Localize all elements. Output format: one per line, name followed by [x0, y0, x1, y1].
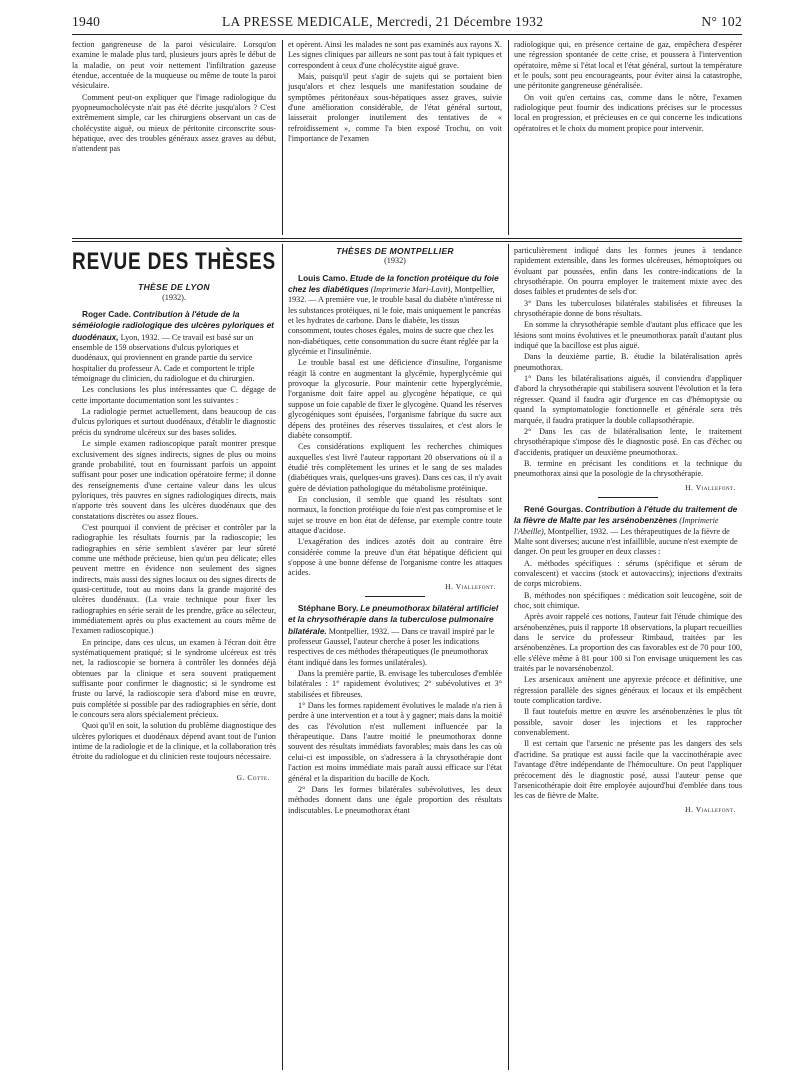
author: René Gourgas.: [524, 503, 584, 514]
thesis-title: Etude de la fonction protéique du foie chez les diabétiques: [288, 272, 499, 295]
signature: H. Viallefont.: [445, 581, 496, 591]
paragraph: 2° Dans les cas de bilatéralisation lente, le traitement chrysothérapique s'impose dès le diagnostic posé. En cas d'échec ou d'accidents, pratiquer un deuxième pneumothorax.: [514, 426, 742, 457]
subsection-heading: THÈSE DE LYON: [138, 282, 210, 293]
article-intro: Louis Camo. Etude de la fonction protéique du foie chez les diabétiques (Imprimerie Mari-Lavit), Montpellier, 1932. — A première vue, le trouble basal du diabète n'intéresse ni les substances protéiques, ni le foie, mais uniquement le pancréas et les hydrates de carbone. Dans le diabète, les tissus consomment, toutes choses égales, moins de sucre que chez les non-diabétiques, cette consommation du sucre étant réglée par la glycémie et l'insulinémie.: [288, 272, 502, 357]
article-intro: René Gourgas. Contribution à l'étude du traitement de la fièvre de Malte par les arsénobenzènes (Imprimerie l'Abeille), Montpellier, 1932. — Les thérapeutiques de la fièvre de Malte sont diverses; aucune n'est infaillible, aucune n'est exempte de danger. On peut les grouper en deux classes :: [514, 503, 738, 557]
author: Stéphane Bory.: [298, 603, 359, 613]
paragraph: particulièrement indiqué dans les formes jeunes à tendance rapidement extensible, dans les formes ulcéreuses, hémoptoïques ou évoluant par poussées, enfin dans les contre-indications de la chrysothérapie. On pourra employer le traitement mixte avec des doses faibles et prudentes de sels d'or.: [514, 246, 742, 297]
paragraph: fection gangreneuse de la paroi vésiculaire. Lorsqu'on examine le malade plus tard, plusieurs jours après le début de la maladie, on peut voir nettement l'infiltration gazeuse étendue, accentuée de la muqueuse ou même de toute la paroi vésiculaire.: [72, 40, 276, 91]
paragraph: 3° Dans les tuberculoses bilatérales stabilisées et fibreuses la chrysothérapie donne de bons résultats.: [514, 298, 742, 319]
article-intro: Stéphane Bory. Le pneumothorax bilatéral artificiel et la chrysothérapie dans la tuberculose pulmonaire bilatérale. Montpellier, 1932. — Dans ce travail inspiré par le professeur Gaussel, l'auteur cherche à poser les indications respectives de ces méthodes thérapeutiques (le pneumothorax étant indiqué dans les formes unilatérales).: [288, 603, 499, 667]
paragraph: 1° Dans les formes rapidement évolutives le malade n'a rien à perdre à une intervention et a tout à y gagner; mais dans la moitié des cas l'évolution n'est nullement influencée par la thérapeutique. Dans l'autre moitié le pneumothorax donne souvent des résultats immédiats favorables; mais dans les cas où celui-ci est impossible, on s'adressera à la chrysothérapie dont l'action est moins immédiate mais paraît aussi efficace sur l'état général et la disparition du bacille de Koch.: [288, 701, 502, 783]
paragraph: A. méthodes spécifiques : sérums (spécifique et sérum de convalescent) et vaccins (stock et autovaccins); injections d'extraits de corps microbiens.: [514, 558, 742, 589]
column-rule: [508, 244, 509, 1070]
subsection-year: (1932): [384, 256, 406, 266]
paragraph: Le trouble basal est une déficience d'insuline, l'organisme réagit là contre en augmentant la glycémie, hyperglycémie qui provoque la glycosurie. Pour maintenir cette hyperglycémie, l'organisme doit faire appel au glycogène hépatique, ce qui suppose un foie capable de fixer le glycogène. Quand les réserves glycogéniques sont épuisées, l'organisme fabrique du sucre aux dépens des protéines des réserves tissulaires, et c'est alors le diabète consomptif.: [288, 358, 502, 440]
paragraph: B. méthodes non spécifiques : médication soit leucogène, soit de choc, soit chimique.: [514, 590, 742, 610]
paragraph: La radiologie permet actuellement, dans beaucoup de cas d'ulcus pyloriques et surtout duodénaux, d'établir le diagnostic précis du syndrome ulcéreux sur des bases solides.: [72, 407, 276, 437]
paragraph: En somme la chrysothérapie semble d'autant plus efficace que les lésions sont moins évolutives et le pneumothorax paraît d'autant plus indiqué que la bacillose est plus aiguë.: [514, 320, 742, 351]
top-column-2: [288, 40, 502, 145]
signature: G. Cotte.: [236, 772, 270, 782]
page-number: 1940: [72, 14, 101, 29]
paragraph: Il est certain que l'arsenic ne présente pas les dangers des sels d'acridine. Sa pratique est aussi facile que la vaccinothérapie avec l'avantage d'être indépendante de l'hémoculture. On peut l'appliquer précocement dès le diagnostic posé, aussi l'auteur pense que l'arsenicothérapie doit être employée aujourd'hui d'emblée dans tous les cas de fièvre de Malte.: [514, 739, 742, 801]
author: Roger Cade.: [82, 309, 131, 320]
right-column: [514, 246, 742, 818]
section-rule: [72, 238, 742, 239]
paragraph: et opèrent. Ainsi les malades ne sont pas examinés aux rayons X. Les signes cliniques par ailleurs ne sont pas tout à fait typiques et correspondent à ceux d'une cholécystite aiguë grave.: [288, 40, 502, 70]
paragraph: B. termine en précisant les conditions et la technique du pneumothorax ainsi que la posologie de la chrysothérapie.: [514, 458, 742, 479]
paragraph: C'est pourquoi il convient de préciser et contrôler par la radiographie les résultats fournis par la radioscopie; les radiographies en série semblent s'avérer par leur sûreté comme une méthode précieuse, bien qu'un peu délicate; elles peuvent mettre en évidence non seulement des signes indirects, mais aussi des signes locaux ou des signes directs de quasi-certitude, tout au moins dans la grande majorité des ulcères duodénaux. (La vraie technique pour fixer les radiographies en série serait de les prendre, grâce au sélecteur, immédiatement après ou plus exactement au cours même de l'examen radioscopique.): [72, 522, 276, 636]
paragraph: Le simple examen radioscopique paraît montrer presque exclusivement des signes indirects, signes de plus ou moins grande probabilité, tout en fournissant parfois un appoint suffisant pour poser une indication opératoire ferme; il donne des renseignements d'une certaine valeur dans les ulcus pyloriques, très pauvres en signes radiologiques directs, mais n'apporte très souvent dans les ulcères duodénaux que des constatations discrètes ou assez floues.: [72, 439, 276, 521]
paragraph: Il faut toutefois mettre en œuvre les arsénobenzènes le plus tôt possible, savoir doser les injections et les rapprocher convenablement.: [514, 707, 742, 738]
paragraph: Dans la deuxième partie, B. étudie la bilatéralisation après pneumothorax.: [514, 352, 742, 372]
journal-title: LA PRESSE MEDICALE, Mercredi, 21 Décembre 1932: [222, 14, 544, 29]
column-rule: [282, 244, 283, 1070]
top-column-3: [514, 40, 742, 135]
signature: H. Viallefont.: [685, 804, 736, 814]
paragraph: Les conclusions les plus intéressantes que C. dégage de cette importante documentation sont les suivantes :: [72, 385, 276, 405]
header-rule: [72, 34, 742, 35]
issue-number: N° 102: [701, 14, 742, 29]
thesis-title: Contribution à l'étude de la séméiologie radiologique des ulcères pyloriques et duodénaux,: [72, 309, 274, 342]
paragraph: L'exagération des indices azotés doit au contraire être considérée comme la preuve d'un état hépatique déficient qui s'oppose à une bonne défense de l'organisme contre les attaques acides.: [288, 537, 502, 578]
paragraph: Après avoir rappelé ces notions, l'auteur fait l'étude chimique des arsénobenzènes, puis il rapporte 18 observations, la plupart recueillies dans le service du professeur Rimbaud, traitées par les arsénobenzènes. La proportion des cas favorables est de 70 pour 100, elle s'élève même à 81 pour 100 si l'on envisage uniquement les cas traités par le novarsénobenzol.: [514, 612, 742, 674]
paragraph: En principe, dans ces ulcus, un examen à l'écran doit être systématiquement pratiqué; si le syndrome ulcéreux est très net, la radioscopie se bornera à contrôler les données déjà obtenues par la clinique et sera souvent pratiquement suffisante pour confirmer le diagnostic; si le syndrome est fruste ou larvé, la radioscopie sera d'abord mise en œuvre, puis complétée si possible par des radiographies en série, dont le concours sera alors spécialement précieux.: [72, 637, 276, 720]
revue-column: [72, 244, 276, 786]
column-rule: [282, 40, 283, 235]
column-rule: [508, 40, 509, 235]
paragraph: On voit qu'en certains cas, comme dans le nôtre, l'examen radiologique peut fournir des indications précises sur le processus local en progression, et précieuses en ce qui concerne les indications opératoires et le choix du moment propice pour intervenir.: [514, 92, 742, 133]
thesis-title: Le pneumothorax bilatéral artificiel et la chrysothérapie dans la tuberculose pulmonaire bilatérale.: [288, 603, 499, 636]
paragraph: radiologique qui, en présence certaine de gaz, empêchera d'espérer une régression spontanée de cette crise, et poussera à l'intervention opératoire, même si l'état local et l'état général, surtout la température et le pouls, sont peu encourageants, pour éviter ainsi la catastrophe, une péritonite gangreneuse généralisée.: [514, 40, 742, 91]
article-divider: [365, 596, 425, 597]
paragraph: Ces considérations expliquent les recherches chimiques auxquelles s'est livré l'auteur rapportant 20 observations où il a étudié très complètement les urines et le sang de ses malades (diabétiques vrais, quelques-uns graves). Dans ces cas, il n'y avait guère de déviation pathologique du métabolisme protéinique.: [288, 442, 503, 493]
paragraph: En conclusion, il semble que quand les résultats sont normaux, la fonction protéique du foie n'est pas compromise et le sujet se trouve en bon état de défense, par exemple contre toute attaque d'acidose.: [288, 494, 502, 535]
section-title: REVUE DES THÈSES: [72, 249, 276, 276]
article-intro: Roger Cade. Contribution à l'étude de la séméiologie radiologique des ulcères pyloriques et duodénaux, Lyon, 1932. — Ce travail est basé sur un ensemble de 159 observations d'ulcus pyloriques et duodénaux, qui proviennent en grande partie du service hospitalier du professeur A. Cade et comportent le triple témoignage du clinicien, du radiologue et du chirurgien.: [72, 309, 274, 384]
signature: H. Viallefont.: [685, 482, 736, 492]
paragraph: Quoi qu'il en soit, la solution du problème diagnostique des ulcères pyloriques et duodénaux dépend avant tout de l'union intime de la radiologie et de la clinique, et la collaboration très étroite du radiologue et du clinicien reste toujours nécessaire.: [72, 721, 276, 762]
paragraph: Comment peut-on expliquer que l'image radiologique du pyopneumocholécyste n'ait pas été décrite jusqu'alors ? C'est extrêmement simple, car les chirurgiens observant un cas de cholécystite aiguë, ou mieux de péritonite circonscrite sous-hépatique, avec des troubles généraux assez graves au début, n'attendent pas: [72, 92, 276, 154]
montpellier-column: [288, 246, 502, 817]
subsection-heading: THÈSES DE MONTPELLIER: [336, 246, 454, 256]
thesis-title: Contribution à l'étude du traitement de la fièvre de Malte par les arsénobenzènes: [514, 503, 738, 526]
paragraph: 1° Dans les bilatéralisations aiguës, il conviendra d'appliquer d'abord la chrysothérapie qui stabilisera souvent l'évolution et la fera régresser. Quand il faudra agir d'urgence en cas d'hémoptysie ou quand la symptomatologie fonctionnelle et générale sera très marquée, il faudra pratiquer la double collapsothérapie.: [514, 374, 742, 425]
paragraph: Dans la première partie, B. envisage les tuberculoses d'emblée bilatérales : 1° rapidement évolutives; 2° subévolutives et 3° stabilisées et fibreuses.: [288, 669, 502, 699]
author: Louis Camo.: [298, 272, 348, 283]
paragraph: Les arsenicaux amènent une apyrexie précoce et définitive, une régression parallèle des signes généraux et locaux et ils empêchent toute complication tardive.: [514, 675, 742, 706]
section-rule: [72, 241, 742, 242]
article-divider: [598, 497, 658, 498]
paragraph: 2° Dans les formes bilatérales subévolutives, les deux méthodes donnent dans une égale proportion des résultats indiscutables. Le pneumothorax étant: [288, 784, 502, 815]
top-column-1: [72, 40, 276, 156]
running-header: [72, 14, 742, 32]
paragraph: Mais, puisqu'il peut s'agir de sujets qui se portaient bien jusqu'alors et chez lesquels une manifestation soudaine de symptômes péritonéaux sous-hépatiques assez graves, suivie d'une amélioration considérable, de l'état général surtout, laisserait prolonger inutilement des tentatives de « refroidissement », comme l'a bien exposé Trochu, on voit l'importance de l'examen: [288, 72, 502, 144]
subsection-year: (1932).: [162, 292, 186, 302]
